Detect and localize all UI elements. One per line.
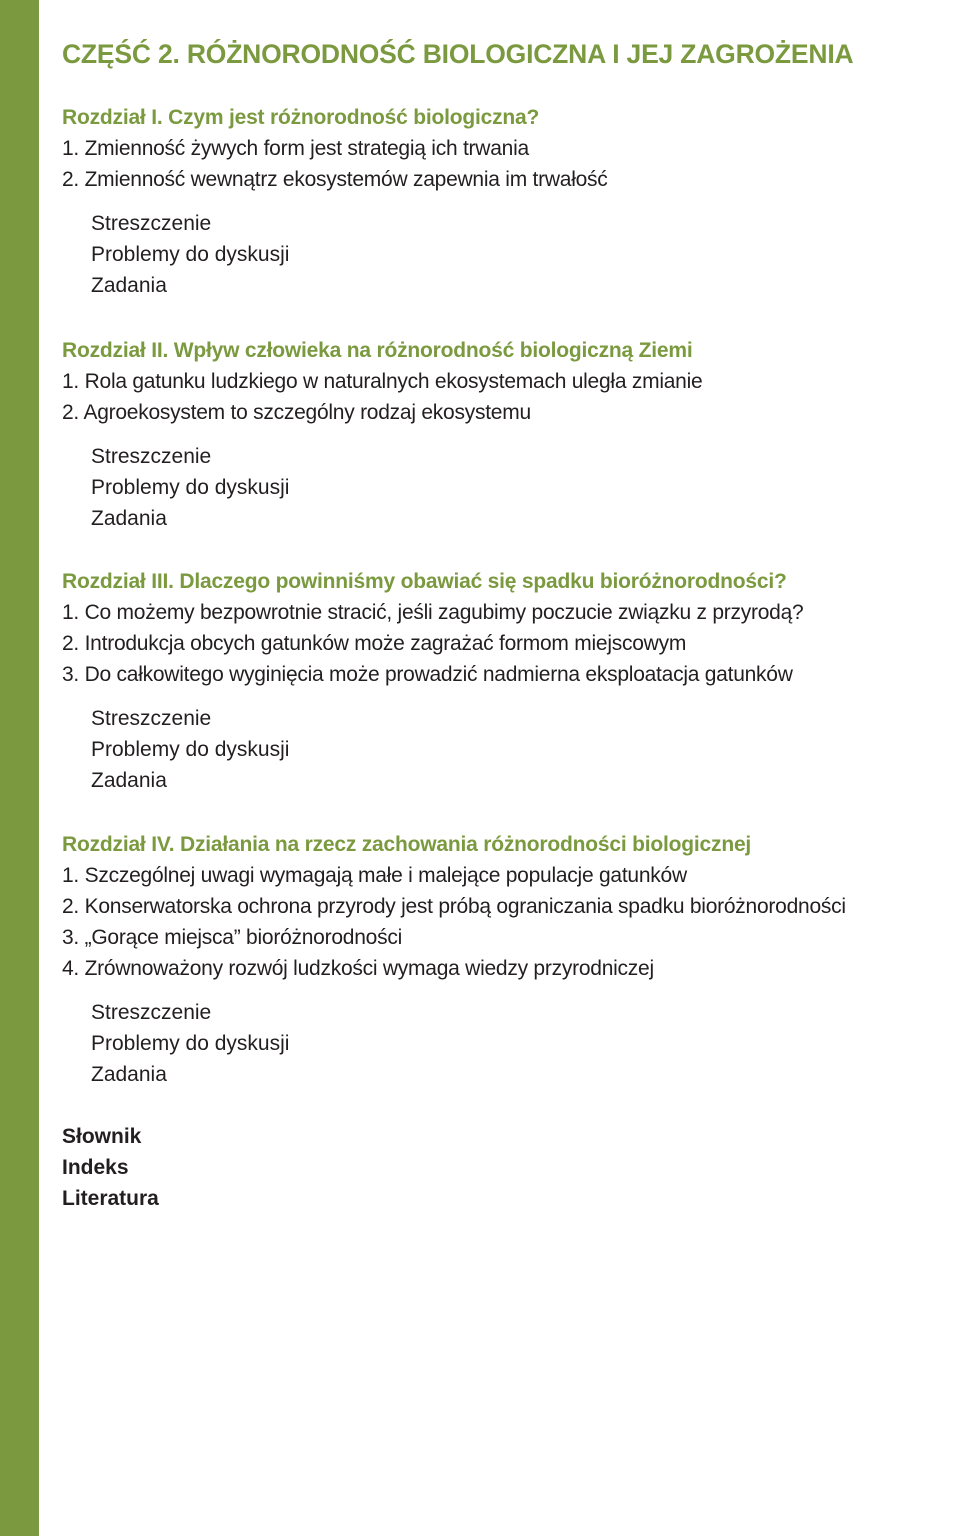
- chapter-4: [62, 829, 957, 1090]
- summary-link[interactable]: Streszczenie: [91, 445, 212, 468]
- chapter-extras: [91, 997, 957, 1090]
- section-item[interactable]: 1. Rola gatunku ludzkiego w naturalnych ekosystemach uległa zmianie: [62, 370, 703, 393]
- back-matter-list: [62, 1121, 159, 1214]
- bibliography-link[interactable]: Literatura: [62, 1187, 159, 1210]
- summary-link[interactable]: Streszczenie: [91, 1001, 212, 1024]
- tasks-link[interactable]: Zadania: [91, 507, 167, 530]
- index-link[interactable]: Indeks: [62, 1156, 129, 1179]
- section-item[interactable]: 1. Zmienność żywych form jest strategią ich trwania: [62, 137, 529, 160]
- part-title: CZĘŚĆ 2. RÓŻNORODNOŚĆ BIOLOGICZNA I JEJ ZAGROŻENIA: [62, 39, 854, 69]
- section-list: [62, 597, 957, 690]
- discussion-link[interactable]: Problemy do dyskusji: [91, 738, 290, 761]
- discussion-link[interactable]: Problemy do dyskusji: [91, 1032, 290, 1055]
- chapter-title[interactable]: Rozdział III. Dlaczego powinniśmy obawiać się spadku bioróżnorodności?: [62, 570, 787, 593]
- chapter-title[interactable]: Rozdział I. Czym jest różnorodność biologiczna?: [62, 106, 540, 129]
- summary-link[interactable]: Streszczenie: [91, 707, 212, 730]
- section-item[interactable]: 4. Zrównoważony rozwój ludzkości wymaga wiedzy przyrodniczej: [62, 957, 654, 980]
- section-list: [62, 366, 957, 428]
- section-item[interactable]: 3. „Gorące miejsca” bioróżnorodności: [62, 926, 402, 949]
- section-item[interactable]: 2. Agroekosystem to szczególny rodzaj ekosystemu: [62, 401, 531, 424]
- side-color-bar: [0, 0, 39, 1536]
- tasks-link[interactable]: Zadania: [91, 769, 167, 792]
- chapter-extras: [91, 703, 957, 796]
- discussion-link[interactable]: Problemy do dyskusji: [91, 243, 290, 266]
- glossary-link[interactable]: Słownik: [62, 1125, 142, 1148]
- chapter-2: [62, 335, 957, 534]
- section-item[interactable]: 2. Introdukcja obcych gatunków może zagrażać formom miejscowym: [62, 632, 687, 655]
- chapter-extras: [91, 441, 957, 534]
- tasks-link[interactable]: Zadania: [91, 274, 167, 297]
- section-item[interactable]: 3. Do całkowitego wyginięcia może prowadzić nadmierna eksploatacja gatunków: [62, 663, 793, 686]
- section-item[interactable]: 1. Szczególnej uwagi wymagają małe i malejące populacje gatunków: [62, 864, 687, 887]
- tasks-link[interactable]: Zadania: [91, 1063, 167, 1086]
- summary-link[interactable]: Streszczenie: [91, 212, 212, 235]
- chapter-extras: [91, 208, 957, 301]
- section-list: [62, 133, 957, 195]
- section-item[interactable]: 2. Zmienność wewnątrz ekosystemów zapewnia im trwałość: [62, 168, 608, 191]
- section-item[interactable]: 2. Konserwatorska ochrona przyrody jest próbą ograniczania spadku bioróżnorodności: [62, 895, 846, 918]
- discussion-link[interactable]: Problemy do dyskusji: [91, 476, 290, 499]
- section-list: [62, 860, 957, 984]
- chapter-title[interactable]: Rozdział IV. Działania na rzecz zachowania różnorodności biologicznej: [62, 833, 752, 856]
- chapter-3: [62, 566, 957, 796]
- section-item[interactable]: 1. Co możemy bezpowrotnie stracić, jeśli zagubimy poczucie związku z przyrodą?: [62, 601, 804, 624]
- chapter-title[interactable]: Rozdział II. Wpływ człowieka na różnorodność biologiczną Ziemi: [62, 339, 693, 362]
- chapter-1: [62, 102, 957, 301]
